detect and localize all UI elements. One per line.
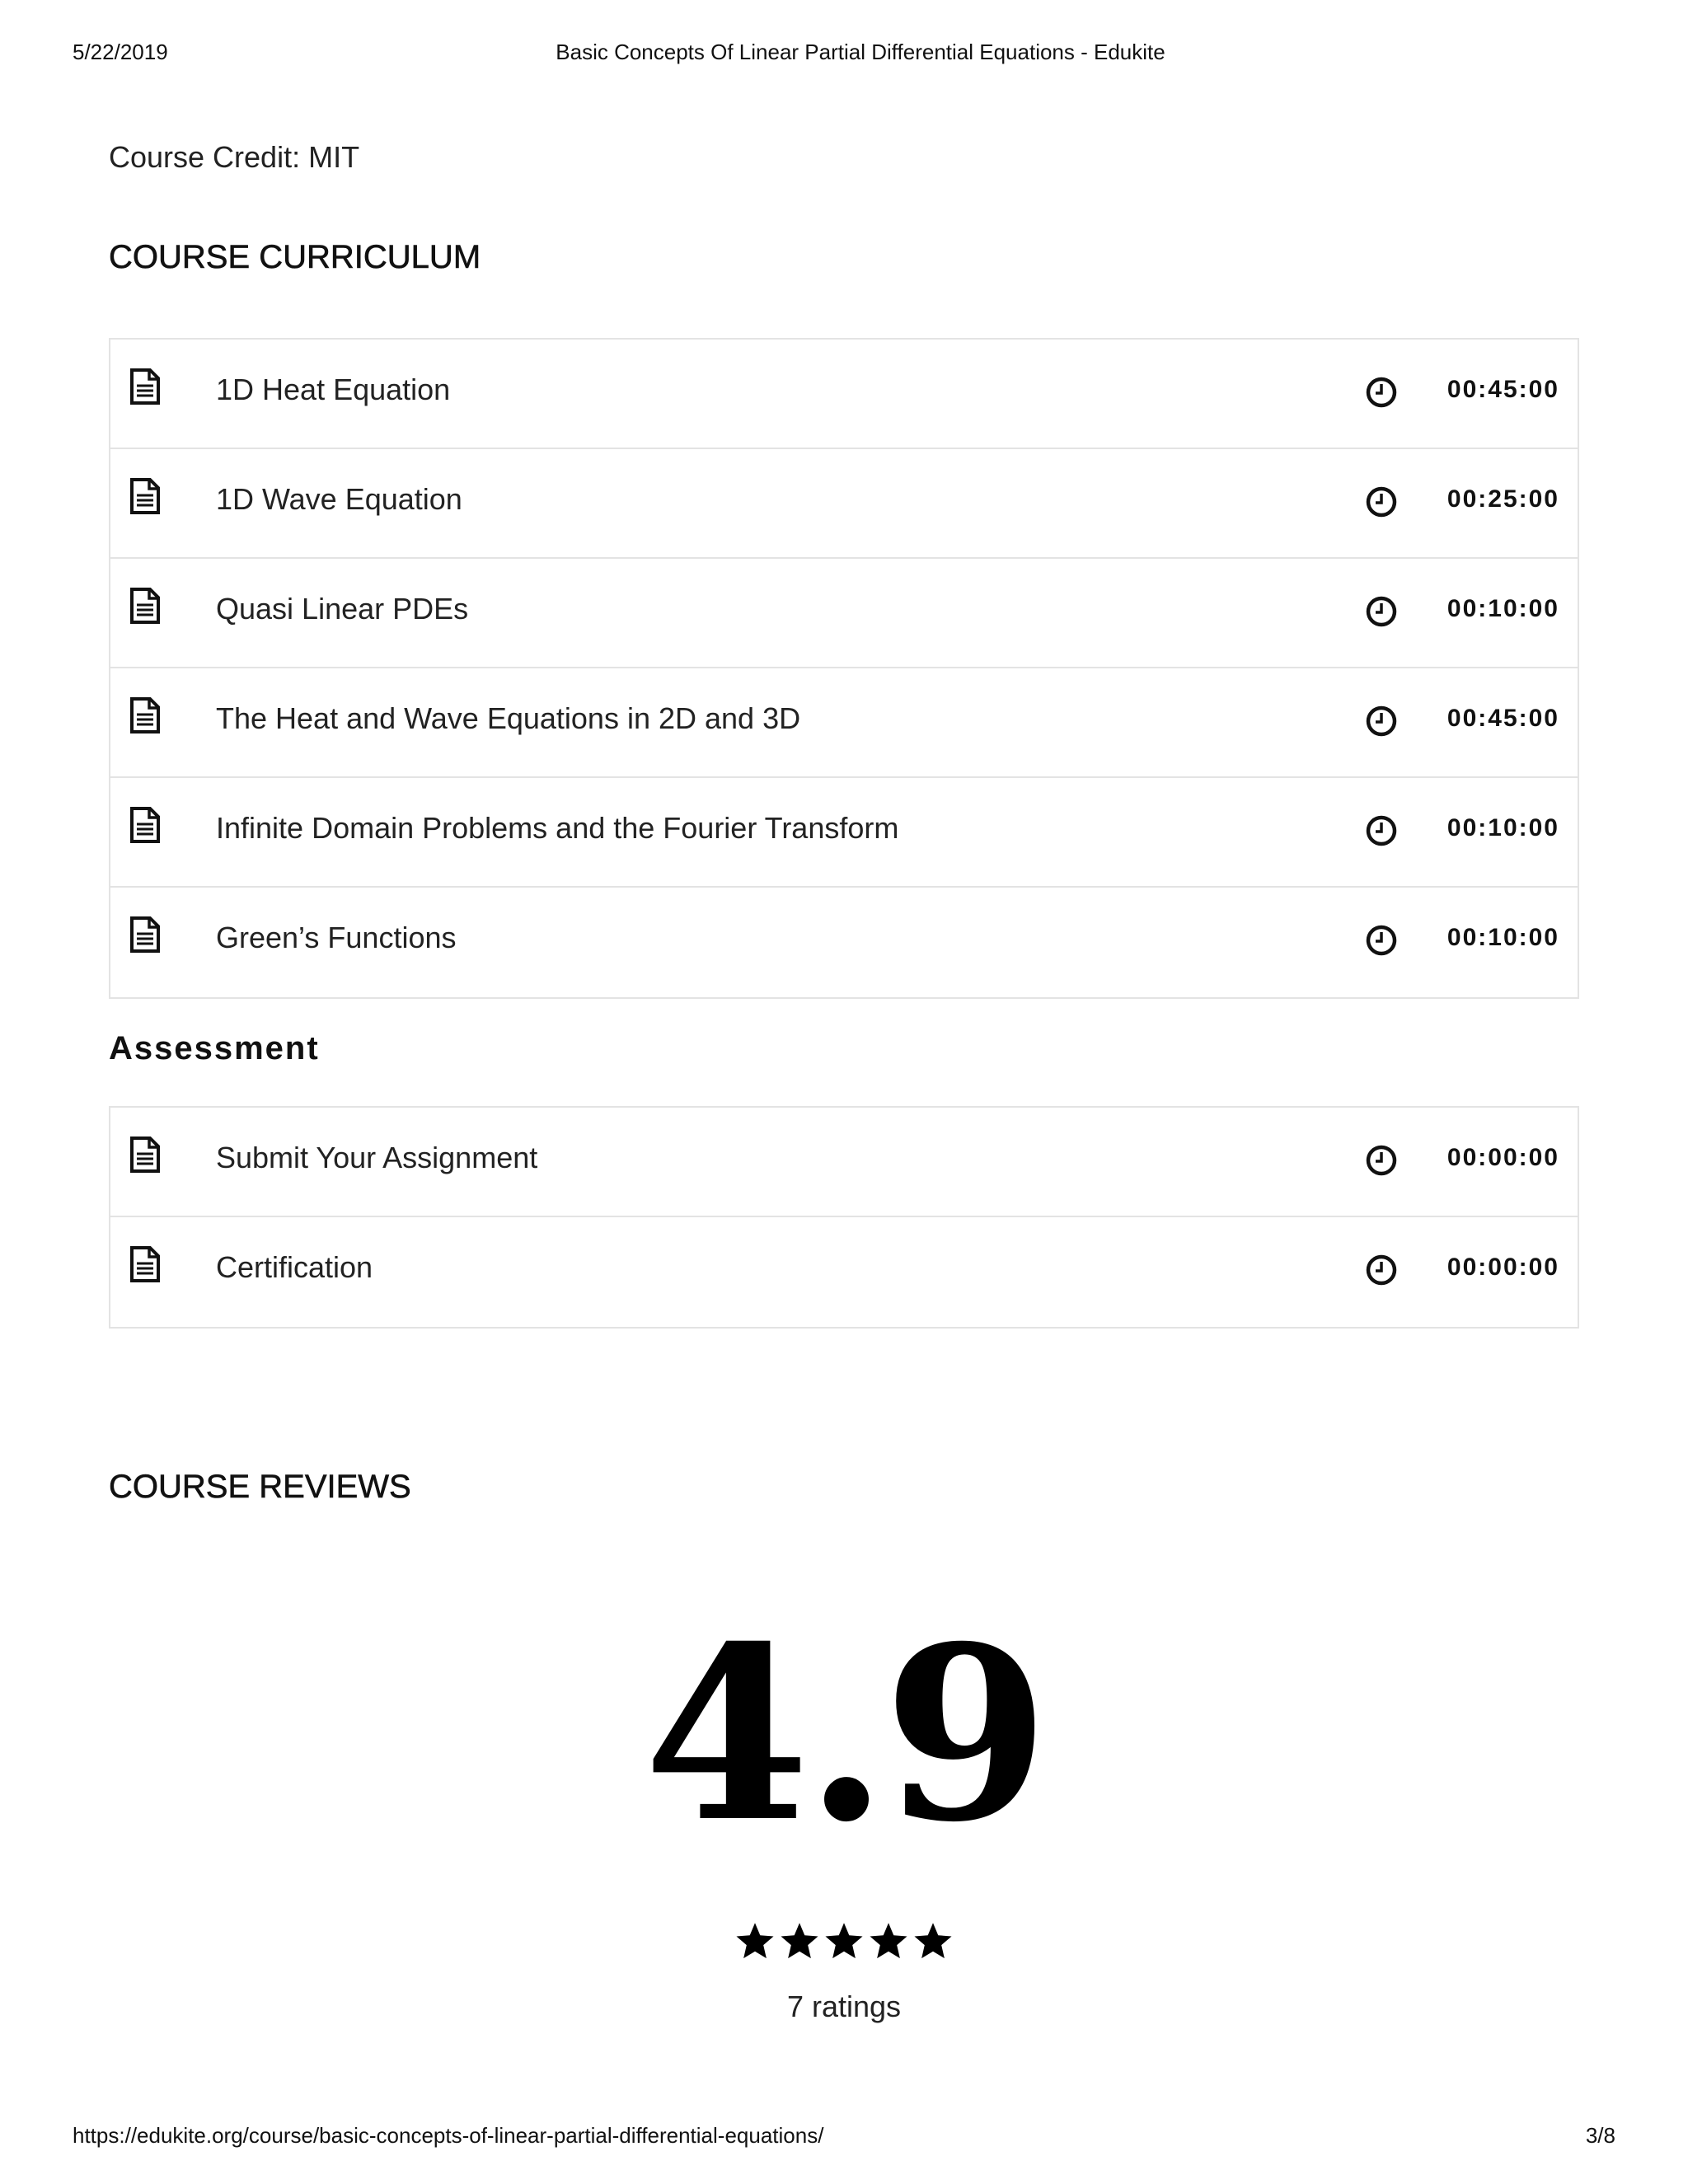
lesson-duration: 00:10:00 [1447,814,1559,841]
lesson-row[interactable] [110,1108,1578,1217]
clock-icon [1365,814,1398,847]
clock-icon [1365,1254,1398,1286]
lesson-title[interactable]: The Heat and Wave Equations in 2D and 3D [216,701,801,735]
star-rating [0,1920,1688,1967]
document-icon [129,1245,162,1283]
course-credit: Course Credit: MIT [109,140,360,174]
lesson-title[interactable]: 1D Wave Equation [216,482,462,516]
print-url: https://edukite.org/course/basic-concepts-of-linear-partial-differential-equations/ [73,2123,824,2148]
lesson-duration: 00:10:00 [1447,595,1559,622]
clock-icon [1365,595,1398,628]
assessment-heading: Assessment [109,1030,320,1066]
page-number: 3/8 [1585,2123,1615,2148]
lesson-row[interactable] [110,1217,1578,1327]
print-title: Basic Concepts Of Linear Partial Differential Equations - Edukite [556,40,1165,64]
lesson-duration: 00:25:00 [1447,485,1559,513]
clock-icon [1365,1144,1398,1177]
average-rating: 4.9 [643,1595,1045,1875]
document-icon [129,587,162,625]
curriculum-heading: COURSE CURRICULUM [109,239,481,275]
lesson-title[interactable]: Certification [216,1250,373,1284]
assessment-list [109,1106,1579,1329]
reviews-heading: COURSE REVIEWS [109,1469,411,1505]
document-icon [129,916,162,954]
document-icon [129,368,162,405]
clock-icon [1365,485,1398,518]
star-icon [822,1952,866,1966]
document-icon [129,1136,162,1174]
document-icon [129,806,162,844]
lesson-row[interactable] [110,340,1578,449]
lesson-title[interactable]: Green’s Functions [216,921,457,954]
lesson-title[interactable]: Infinite Domain Problems and the Fourier Transform [216,811,899,845]
clock-icon [1365,705,1398,738]
star-icon [866,1952,911,1966]
lesson-row[interactable] [110,449,1578,559]
lesson-duration: 00:00:00 [1447,1254,1559,1281]
document-icon [129,696,162,734]
document-icon [129,477,162,515]
lesson-duration: 00:00:00 [1447,1144,1559,1171]
curriculum-list [109,338,1579,999]
lesson-row[interactable] [110,778,1578,888]
lesson-row[interactable] [110,559,1578,668]
lesson-title[interactable]: 1D Heat Equation [216,373,451,406]
lesson-duration: 00:10:00 [1447,924,1559,951]
star-icon [733,1952,777,1966]
clock-icon [1365,376,1398,409]
lesson-title[interactable]: Quasi Linear PDEs [216,592,469,626]
lesson-duration: 00:45:00 [1447,376,1559,403]
clock-icon [1365,924,1398,957]
print-date: 5/22/2019 [73,40,168,64]
ratings-count: 7 ratings [786,1990,902,2023]
lesson-title[interactable]: Submit Your Assignment [216,1141,538,1174]
lesson-row[interactable] [110,668,1578,778]
star-icon [777,1952,822,1966]
lesson-duration: 00:45:00 [1447,705,1559,732]
print-header [0,40,1688,73]
lesson-row[interactable] [110,888,1578,997]
star-icon [911,1952,955,1966]
